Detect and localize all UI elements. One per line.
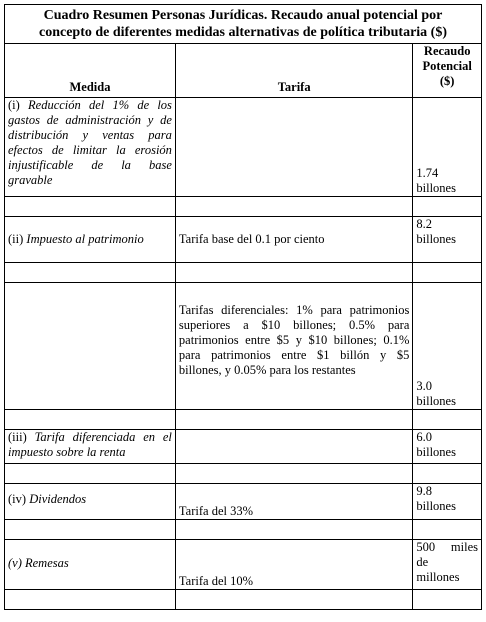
recaudo-value: 8.2	[416, 217, 432, 231]
table-row	[5, 484, 482, 520]
tarifa-cell: Tarifa del 33%	[175, 484, 412, 520]
medida-text: Reducción del 1% de los gastos de administración y de distribución y ventas para efectos de limitar la erosión injustificable de la base gravable	[8, 98, 172, 187]
table-row	[5, 217, 482, 263]
table-row	[5, 540, 482, 590]
table-row	[5, 98, 482, 197]
recaudo-cell	[413, 283, 482, 410]
spacer-row	[5, 410, 482, 430]
title-line-1: Cuadro Resumen Personas Jurídicas. Recaudo anual potencial por	[43, 8, 443, 23]
table-title	[5, 5, 482, 44]
medida-prefix: (i)	[8, 98, 29, 112]
table-row	[5, 430, 482, 464]
medida-cell	[5, 430, 176, 464]
spacer-row	[5, 263, 482, 283]
tarifa-cell: Tarifa base del 0.1 por ciento	[175, 217, 412, 263]
spacer-row	[5, 520, 482, 540]
spacer-row	[5, 590, 482, 610]
medida-prefix: (v)	[8, 556, 25, 570]
medida-text: Dividendos	[29, 492, 87, 506]
medida-prefix: (iii)	[8, 430, 35, 444]
medida-prefix: (ii)	[8, 232, 27, 246]
recaudo-unit: millones	[416, 570, 460, 584]
header-recaudo	[413, 44, 482, 98]
recaudo-unit: billones	[416, 499, 456, 513]
recaudo-cell	[413, 217, 482, 263]
medida-prefix: (iv)	[8, 492, 30, 506]
header-recaudo-line2: Potencial	[422, 59, 472, 73]
recaudo-cell	[413, 484, 482, 520]
medida-cell	[5, 98, 176, 197]
recaudo-value: 3.0	[416, 379, 432, 393]
header-row	[5, 44, 482, 98]
table-row	[5, 283, 482, 410]
recaudo-value: 500 miles de	[416, 540, 478, 569]
medida-cell	[5, 540, 176, 590]
medida-cell	[5, 283, 176, 410]
summary-table	[4, 4, 482, 610]
medida-text: Remesas	[25, 556, 69, 570]
medida-cell	[5, 484, 176, 520]
recaudo-value: 1.74	[416, 166, 439, 180]
medida-text: Impuesto al patrimonio	[26, 232, 144, 246]
recaudo-value: 6.0	[416, 430, 432, 444]
tarifa-cell	[175, 430, 412, 464]
tarifa-cell: Tarifa del 10%	[175, 540, 412, 590]
recaudo-unit: billones	[416, 445, 456, 459]
header-recaudo-line1: Recaudo	[423, 44, 471, 58]
title-line-2: concepto de diferentes medidas alternativas de política tributaria ($)	[38, 25, 448, 40]
medida-text: Tarifa diferenciada en el impuesto sobre la renta	[8, 430, 172, 459]
tarifa-cell	[175, 98, 412, 197]
header-tarifa: Tarifa	[175, 44, 412, 98]
spacer-row	[5, 197, 482, 217]
recaudo-unit: billones	[416, 394, 456, 408]
tarifa-cell: Tarifas diferenciales: 1% para patrimonios superiores a $10 billones; 0.5% para patrimonios entre $5 y $10 billones; 0.1% para patrimonios entre $1 billón y $5 billones, y 0.05% para los restantes	[175, 283, 412, 410]
spacer-row	[5, 464, 482, 484]
header-medida: Medida	[5, 44, 176, 98]
medida-cell	[5, 217, 176, 263]
recaudo-cell	[413, 540, 482, 590]
recaudo-unit: billones	[416, 232, 456, 246]
recaudo-cell	[413, 98, 482, 197]
recaudo-value: 9.8	[416, 484, 432, 498]
recaudo-cell	[413, 430, 482, 464]
header-recaudo-line3: ($)	[439, 74, 455, 88]
recaudo-unit: billones	[416, 181, 456, 195]
title-row	[5, 5, 482, 44]
